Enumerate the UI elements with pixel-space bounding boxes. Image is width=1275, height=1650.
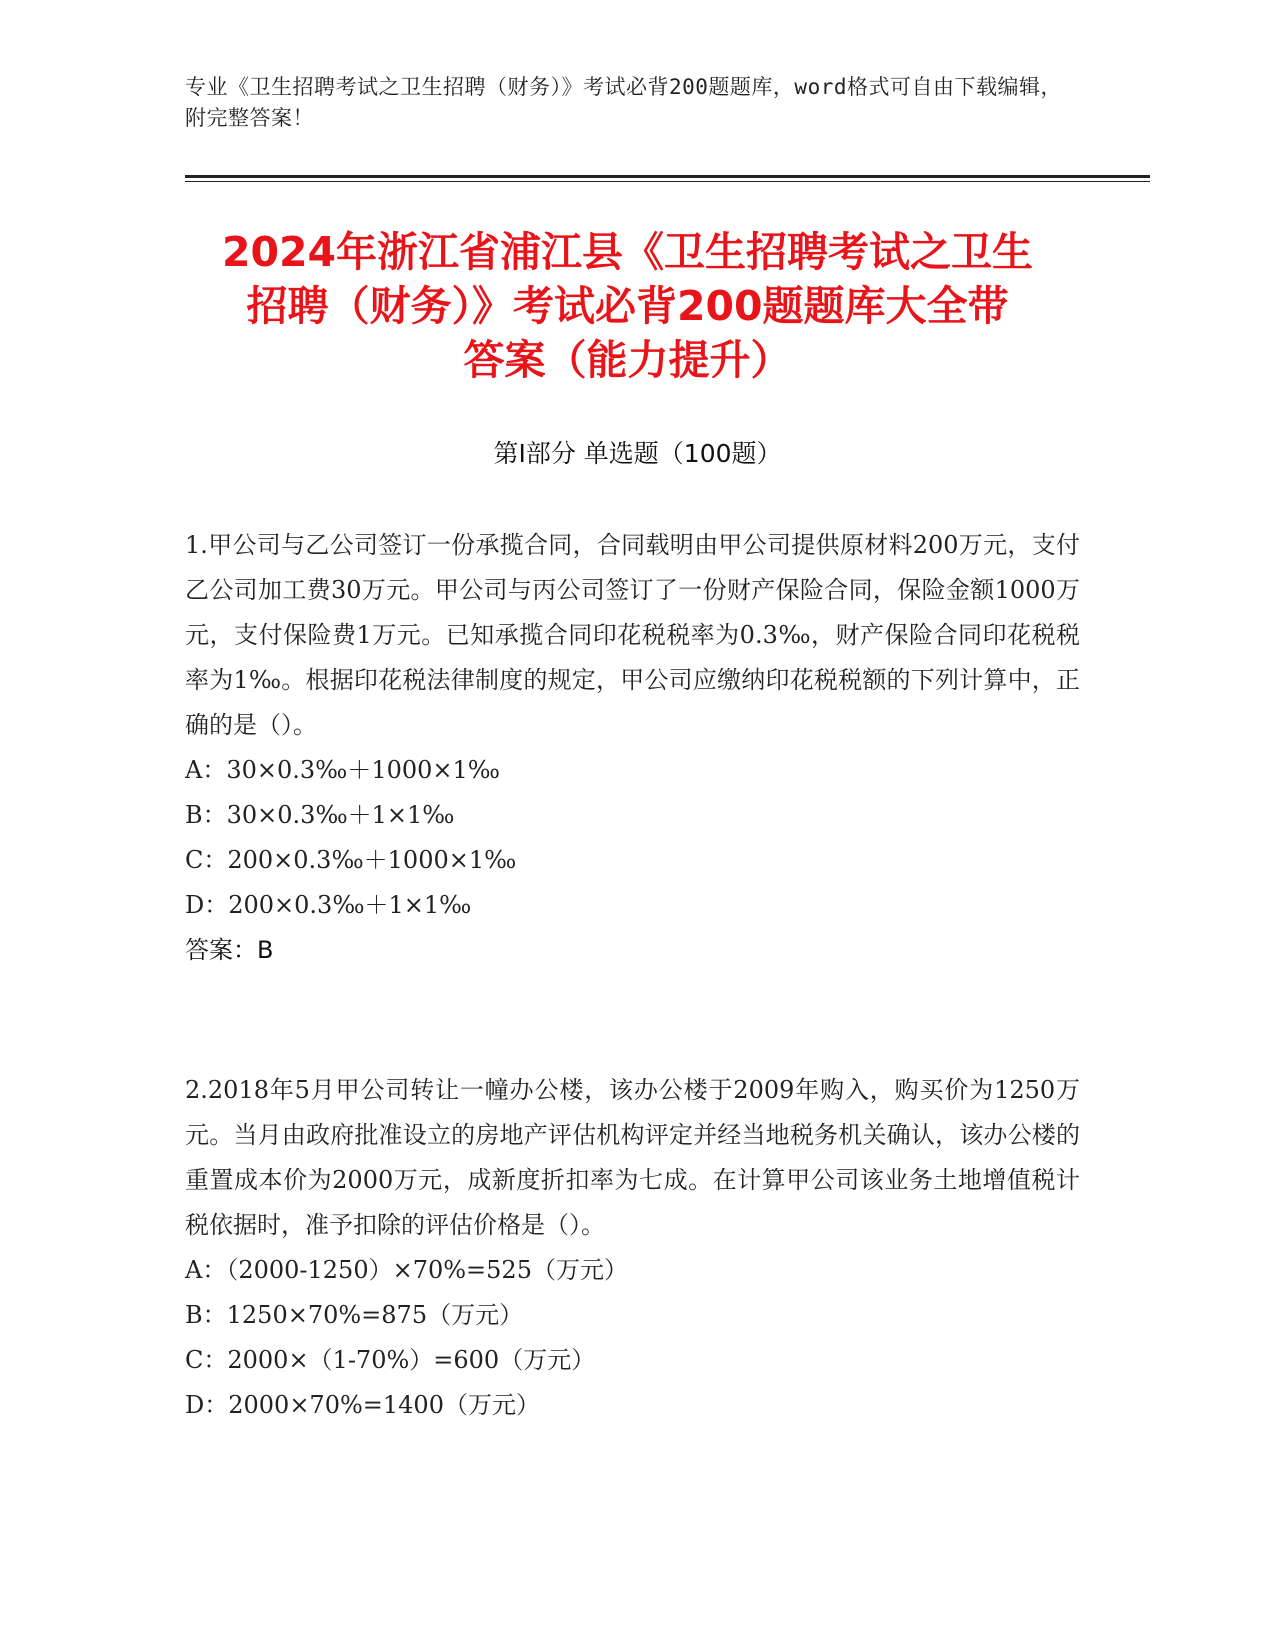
header-note: 专业《卫生招聘考试之卫生招聘（财务）》考试必背200题题库，word格式可自由下载编辑，附完整答案！ <box>185 75 1062 130</box>
question-1-option-b: B：30×0.3‰＋1×1‰ <box>185 801 455 829</box>
question-2-option-c: C：2000×（1-70%）=600（万元） <box>185 1346 596 1374</box>
title-line-3: 答案（能力提升） <box>463 336 792 384</box>
question-1 <box>185 523 1080 973</box>
question-2-option-d: D：2000×70%=1400（万元） <box>185 1391 540 1419</box>
question-2-stem: 2.2018年5月甲公司转让一幢办公楼，该办公楼于2009年购入，购买价为1250万元。当月由政府批准设立的房地产评估机构评定并经当地税务机关确认，该办公楼的重置成本价为2000万元，成新度折扣率为七成。在计算甲公司该业务土地增值税计税依据时，准予扣除的评估价格是（）。 <box>185 1076 1080 1239</box>
question-2-option-a: A：（2000-1250）×70%=525（万元） <box>185 1256 628 1284</box>
question-1-option-a: A：30×0.3‰＋1000×1‰ <box>185 756 501 784</box>
header-rule-thick <box>185 175 1150 178</box>
document-title <box>175 225 1080 387</box>
section-heading: 第I部分 单选题（100题） <box>493 439 782 468</box>
title-line-2: 招聘（财务）》考试必背200题题库大全带 <box>246 282 1009 330</box>
question-1-stem: 1.甲公司与乙公司签订一份承揽合同，合同载明由甲公司提供原材料200万元，支付乙公司加工费30万元。甲公司与丙公司签订了一份财产保险合同，保险金额1000万元，支付保险费1万元。已知承揽合同印花税税率为0.3‰，财产保险合同印花税税率为1‰。根据印花税法律制度的规定，甲公司应缴纳印花税税额的下列计算中，正确的是（）。 <box>185 531 1080 739</box>
question-2 <box>185 1068 1080 1428</box>
header-rule-thin <box>185 181 1150 182</box>
question-1-option-c: C：200×0.3‰＋1000×1‰ <box>185 846 517 874</box>
question-1-answer: 答案：B <box>185 936 274 964</box>
question-1-option-d: D：200×0.3‰＋1×1‰ <box>185 891 472 919</box>
title-line-1: 2024年浙江省浦江县《卫生招聘考试之卫生 <box>221 228 1034 276</box>
question-2-option-b: B：1250×70%=875（万元） <box>185 1301 524 1329</box>
